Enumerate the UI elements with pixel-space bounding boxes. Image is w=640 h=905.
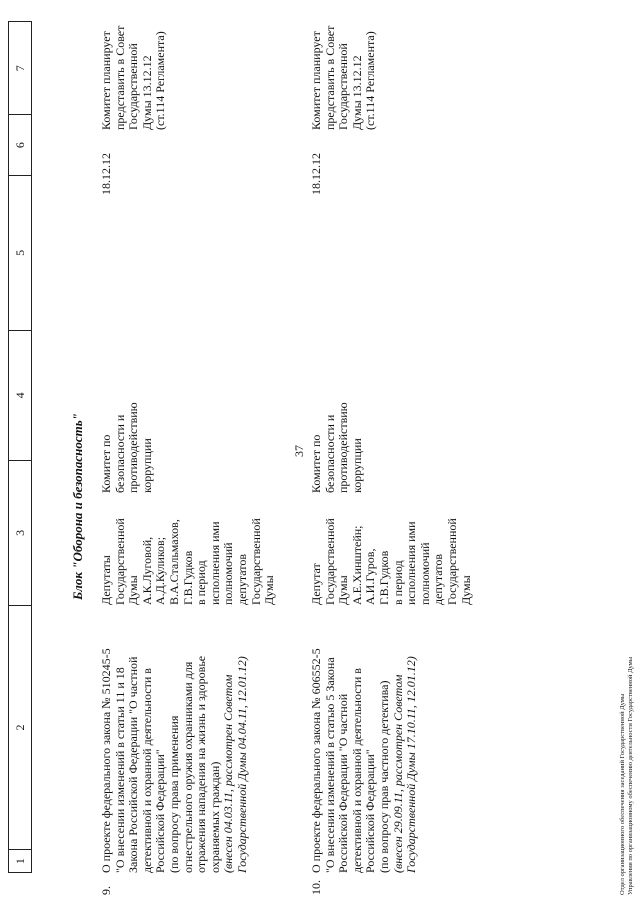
author-line: В.А.Стальмахов, (166, 519, 181, 605)
bill-authors (310, 495, 473, 605)
header-col-1: 1 (9, 849, 31, 872)
responsible-committee (310, 383, 364, 493)
author-line: в период (194, 560, 209, 605)
row-number: 9. (99, 886, 113, 895)
author-line: полномочий (417, 542, 432, 605)
author-line: исполнения ими (207, 521, 222, 605)
note-line: (ст.114 Регламента) (153, 31, 168, 130)
bill-description (100, 638, 250, 873)
committee-line: Комитет по (99, 434, 113, 493)
bill-description (310, 638, 419, 873)
header-col-3: 3 (9, 460, 31, 605)
planned-date: 18.12.12 (309, 153, 323, 195)
author-line: Думы (458, 575, 473, 605)
author-line: Г.В.Гудков (180, 550, 195, 605)
author-line: полномочий (221, 542, 236, 605)
desc-line: Российской Федерации "О частной (336, 693, 351, 873)
desc-line: детективной и охранной деятельности в (349, 668, 364, 873)
row-note (310, 0, 378, 130)
desc-line: детективной и охранной деятельности в (139, 668, 154, 873)
author-line: А.К.Луговой, (139, 536, 154, 605)
author-line: А.И.Гуров, (363, 548, 378, 605)
note-line: представить в Совет (112, 25, 127, 130)
footer (619, 657, 635, 895)
planned-date: 18.12.12 (99, 153, 113, 195)
desc-line: Российской Федерации" (153, 749, 168, 873)
row-note (100, 0, 168, 130)
header-col-6: 6 (9, 114, 31, 175)
desc-line: огнестрельного оружия охранниками для (180, 661, 195, 873)
desc-line: О проекте федерального закона № 606552-5 (309, 648, 323, 873)
table-header (8, 21, 32, 873)
desc-line: "О внесении изменений в статью 5 Закона (322, 657, 337, 873)
desc-line: охраняемых граждан) (207, 761, 222, 873)
desc-line: "О внесении изменений в статьи 11 и 18 (112, 667, 127, 873)
header-col-5: 5 (9, 175, 31, 330)
note-line: Комитет планирует (99, 31, 113, 130)
committee-line: коррупции (139, 438, 154, 493)
desc-line: О проекте федерального закона № 510245-5 (99, 648, 113, 873)
committee-line: противодействию (336, 402, 351, 493)
author-line: депутатов (234, 553, 249, 605)
committee-line: безопасности и (112, 414, 127, 493)
author-line: Государственной (248, 518, 263, 605)
responsible-committee (100, 383, 154, 493)
author-line: Государственной (322, 518, 337, 605)
author-line: Депутат (309, 563, 323, 605)
note-line: представить в Совет (322, 25, 337, 130)
footer-line: Управления по организационному обеспечению деятельности Государственной Думы (627, 656, 634, 895)
desc-line: отражения нападения на жизнь и здоровье (194, 655, 209, 873)
desc-italic-line: (внесен 04.03.11, рассмотрен Советом (221, 674, 236, 873)
author-line: Думы (262, 575, 277, 605)
desc-italic-line: (внесен 29.09.11, рассмотрен Советом (390, 674, 405, 873)
committee-line: безопасности и (322, 414, 337, 493)
note-line: Думы 13.12.12 (139, 55, 154, 130)
author-line: Депутаты (99, 555, 113, 605)
author-line: Г.В.Гудков (376, 550, 391, 605)
note-line: Государственной (126, 43, 141, 130)
author-line: Думы (336, 575, 351, 605)
note-line: Думы 13.12.12 (349, 55, 364, 130)
header-col-2: 2 (9, 605, 31, 849)
desc-line: Российской Федерации" (363, 749, 378, 873)
note-line: Комитет планирует (309, 31, 323, 130)
header-col-7: 7 (13, 65, 27, 72)
desc-line: Закона Российской Федерации "О частной (126, 656, 141, 873)
author-line: в период (390, 560, 405, 605)
committee-line: коррупции (349, 438, 364, 493)
desc-line: (по вопросу прав частного детектива) (376, 680, 391, 873)
note-line: Государственной (336, 43, 351, 130)
author-line: Государственной (444, 518, 459, 605)
header-col-4: 4 (9, 330, 31, 460)
author-line: Думы (126, 575, 141, 605)
author-line: депутатов (431, 553, 446, 605)
desc-line: (по вопросу права применения (166, 715, 181, 873)
desc-italic-line: Государственной Думы 04.04.11, 12.01.12) (234, 656, 249, 873)
committee-line: противодействию (126, 402, 141, 493)
author-line: Государственной (112, 518, 127, 605)
block-title: Блок "Оборона и безопасность" (70, 413, 85, 600)
desc-italic-line: Государственной Думы 17.10.11, 12.01.12) (404, 656, 419, 873)
footer-line: Отдел организационного обеспечения заседаний Государственной Думы (619, 693, 626, 895)
committee-line: Комитет по (309, 434, 323, 493)
row-number: 10. (309, 880, 323, 895)
author-line: А.Е.Хинштейн; (349, 525, 364, 605)
note-line: (ст.114 Регламента) (363, 31, 378, 130)
author-line: А.Д.Куликов; (153, 536, 168, 605)
author-line: исполнения ими (404, 521, 419, 605)
bill-authors (100, 495, 277, 605)
page-number: 37 (292, 445, 306, 457)
